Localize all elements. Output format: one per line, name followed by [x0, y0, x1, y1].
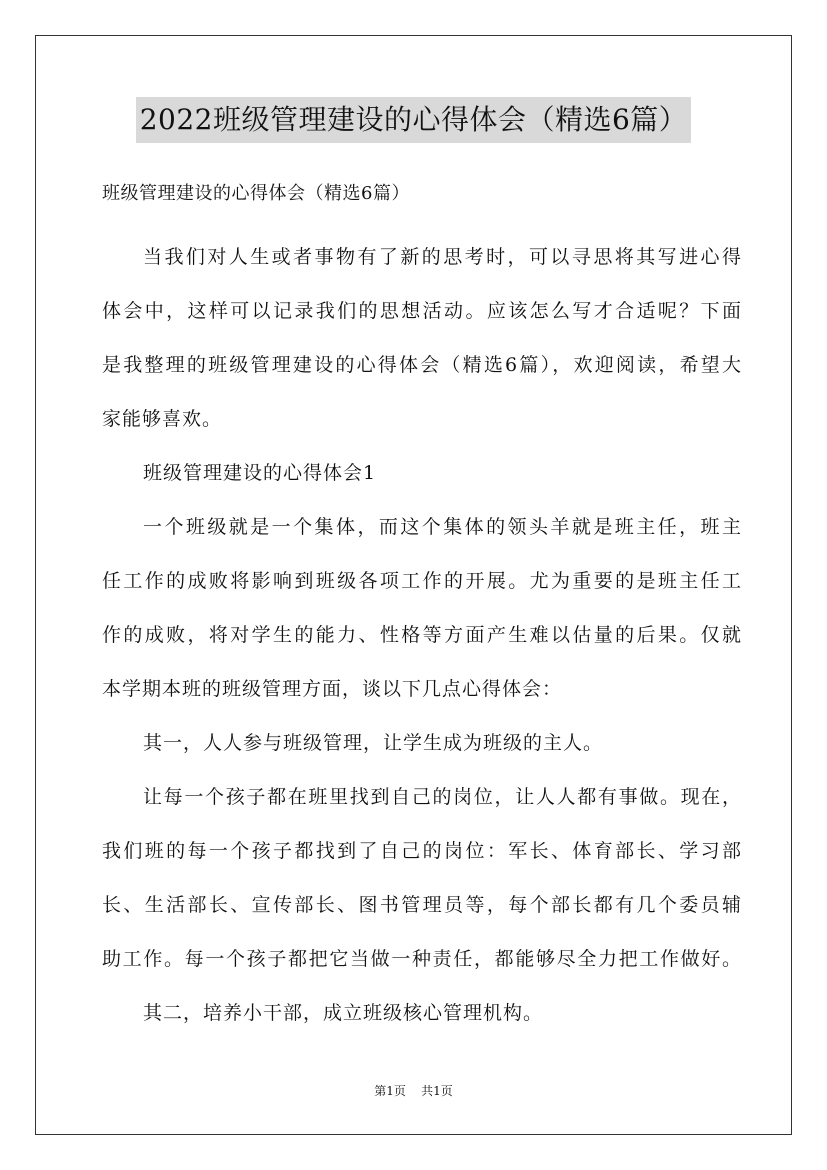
section-heading: 班级管理建设的心得体会1 — [143, 462, 377, 484]
paragraph-line: 作的成败，将对学生的能力、性格等方面产生难以估量的后果。仅就 — [102, 624, 742, 646]
page-total: 共1页 — [421, 1084, 453, 1098]
paragraph-line: 让每一个孩子都在班里找到自己的岗位，让人人都有事做。现在， — [143, 786, 742, 808]
paragraph-line: 长、生活部长、宣传部长、图书管理员等，每个部长都有几个委员辅 — [102, 894, 742, 916]
point-heading: 其二，培养小干部，成立班级核心管理机构。 — [143, 1002, 544, 1024]
paragraph-line: 我们班的每一个孩子都找到了自己的岗位：军长、体育部长、学习部 — [102, 840, 742, 862]
paragraph-line: 助工作。每一个孩子都把它当做一种责任，都能够尽全力把工作做好。 — [102, 948, 742, 970]
document-body — [102, 176, 742, 1040]
paragraph-line: 本学期本班的班级管理方面，谈以下几点心得体会： — [102, 678, 563, 700]
title-container — [0, 97, 827, 143]
page-number: 第1页 — [374, 1084, 406, 1098]
paragraph-line: 一个班级就是一个集体，而这个集体的领头羊就是班主任，班主 — [143, 516, 742, 538]
paragraph-line: 当我们对人生或者事物有了新的思考时，可以寻思将其写进心得 — [143, 246, 742, 268]
paragraph-line: 任工作的成败将影响到班级各项工作的开展。尤为重要的是班主任工 — [102, 570, 742, 592]
document-title: 2022班级管理建设的心得体会（精选6篇） — [136, 97, 692, 143]
document-subtitle: 班级管理建设的心得体会（精选6篇） — [102, 183, 410, 204]
paragraph-line: 家能够喜欢。 — [102, 408, 223, 430]
paragraph-line: 是我整理的班级管理建设的心得体会（精选6篇），欢迎阅读，希望大 — [102, 354, 742, 376]
point-heading: 其一，人人参与班级管理，让学生成为班级的主人。 — [143, 732, 604, 754]
paragraph-line: 体会中，这样可以记录我们的思想活动。应该怎么写才合适呢？下面 — [102, 300, 742, 322]
page-footer — [0, 1083, 827, 1099]
